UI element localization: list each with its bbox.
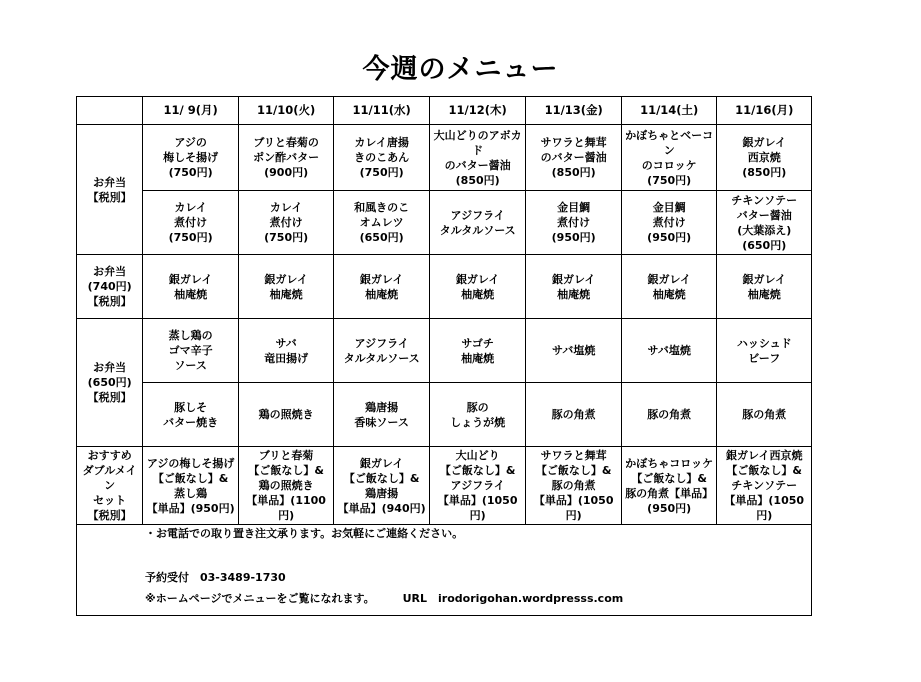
notes-url: URL irodorigohan.wordpresss.com: [402, 592, 624, 605]
menu-cell: アジの 梅しそ揚げ (750円): [143, 125, 239, 191]
menu-cell: 豚の しょうが焼: [429, 383, 526, 447]
page-title: 今週のメニュー: [362, 54, 559, 85]
menu-cell: 銀ガレイ西京焼 【ご飯なし】& チキンソテー 【単品】(1050円): [717, 447, 812, 525]
menu-cell: 大山どりのアボカド のバター醤油 (850円): [429, 125, 526, 191]
menu-cell: 豚の角煮: [621, 383, 717, 447]
menu-cell: カレイ唐揚 きのこあん (750円): [334, 125, 430, 191]
menu-cell: 金目鯛 煮付け (950円): [621, 191, 717, 255]
notes-homepage-text: ※ホームページでメニューをご覧になれます。: [145, 592, 375, 605]
menu-cell: 豚の角煮: [526, 383, 622, 447]
menu-cell: 豚しそ バター焼き: [143, 383, 239, 447]
menu-cell: 蒸し鶏の ゴマ辛子 ソース: [143, 319, 239, 383]
bento-row-b: [77, 191, 812, 255]
menu-cell: 銀ガレイ 柚庵焼: [429, 255, 526, 319]
menu-cell: 銀ガレイ 柚庵焼: [238, 255, 334, 319]
date-header: 11/11(水): [334, 97, 430, 125]
menu-cell: ブリと春菊 【ご飯なし】& 鶏の照焼き 【単品】(1100円): [238, 447, 334, 525]
menu-cell: アジフライ タルタルソース: [334, 319, 430, 383]
date-header: 11/13(金): [526, 97, 622, 125]
menu-cell: 銀ガレイ 柚庵焼: [621, 255, 717, 319]
date-header: 11/16(月): [717, 97, 812, 125]
row-label-bento-650: お弁当 (650円) 【税別】: [77, 319, 143, 447]
bento-650-row-b: [77, 383, 812, 447]
menu-cell: サワラと舞茸 のバター醤油 (850円): [526, 125, 622, 191]
date-header: 11/14(土): [621, 97, 717, 125]
menu-cell: 銀ガレイ 柚庵焼: [143, 255, 239, 319]
menu-cell: サバ塩焼: [621, 319, 717, 383]
bento-650-row-a: [77, 319, 812, 383]
date-header-row: [77, 97, 812, 125]
menu-cell: アジの梅しそ揚げ 【ご飯なし】& 蒸し鶏 【単品】(950円): [143, 447, 239, 525]
menu-cell: カレイ 煮付け (750円): [238, 191, 334, 255]
bento-row-a: [77, 125, 812, 191]
menu-cell: 和風きのこ オムレツ (650円): [334, 191, 430, 255]
menu-cell: アジフライ タルタルソース: [429, 191, 526, 255]
notes-order-info: ・お電話での取り置き注文承ります。お気軽にご連絡ください。: [145, 527, 464, 540]
notes-homepage: [145, 591, 812, 606]
date-header: 11/ 9(月): [143, 97, 239, 125]
notes-phone: 予約受付 03-3489-1730: [145, 571, 286, 584]
menu-cell: かぼちゃコロッケ 【ご飯なし】& 豚の角煮【単品】 (950円): [621, 447, 717, 525]
menu-table: [76, 96, 812, 616]
menu-cell: サゴチ 柚庵焼: [429, 319, 526, 383]
menu-cell: 銀ガレイ 柚庵焼: [334, 255, 430, 319]
menu-cell: 銀ガレイ 柚庵焼: [526, 255, 622, 319]
menu-cell: 金目鯛 煮付け (950円): [526, 191, 622, 255]
menu-cell: 鶏唐揚 香味ソース: [334, 383, 430, 447]
notes-cell: [77, 525, 812, 616]
row-label-double-main: おすすめ ダブルメイン セット 【税別】: [77, 447, 143, 525]
row-label-bento-740: お弁当 (740円) 【税別】: [77, 255, 143, 319]
corner-cell: [77, 97, 143, 125]
menu-cell: ハッシュド ビーフ: [717, 319, 812, 383]
row-label-bento: お弁当 【税別】: [77, 125, 143, 255]
double-main-set-row: [77, 447, 812, 525]
menu-cell: 銀ガレイ 柚庵焼: [717, 255, 812, 319]
menu-cell: 鶏の照焼き: [238, 383, 334, 447]
menu-cell: ブリと春菊の ポン酢バター (900円): [238, 125, 334, 191]
menu-cell: 大山どり 【ご飯なし】& アジフライ 【単品】(1050円): [429, 447, 526, 525]
bento-740-row: [77, 255, 812, 319]
menu-cell: 豚の角煮: [717, 383, 812, 447]
notes-row: [77, 525, 812, 616]
menu-cell: サワラと舞茸 【ご飯なし】& 豚の角煮 【単品】(1050円): [526, 447, 622, 525]
date-header: 11/10(火): [238, 97, 334, 125]
menu-cell: サバ塩焼: [526, 319, 622, 383]
date-header: 11/12(木): [429, 97, 526, 125]
menu-cell: カレイ 煮付け (750円): [143, 191, 239, 255]
menu-cell: 銀ガレイ 西京焼 (850円): [717, 125, 812, 191]
menu-cell: チキンソテー バター醤油 (大葉添え) (650円): [717, 191, 812, 255]
menu-cell: 銀ガレイ 【ご飯なし】& 鶏唐揚 【単品】(940円): [334, 447, 430, 525]
menu-cell: かぼちゃとベーコン のコロッケ (750円): [621, 125, 717, 191]
menu-cell: サバ 竜田揚げ: [238, 319, 334, 383]
